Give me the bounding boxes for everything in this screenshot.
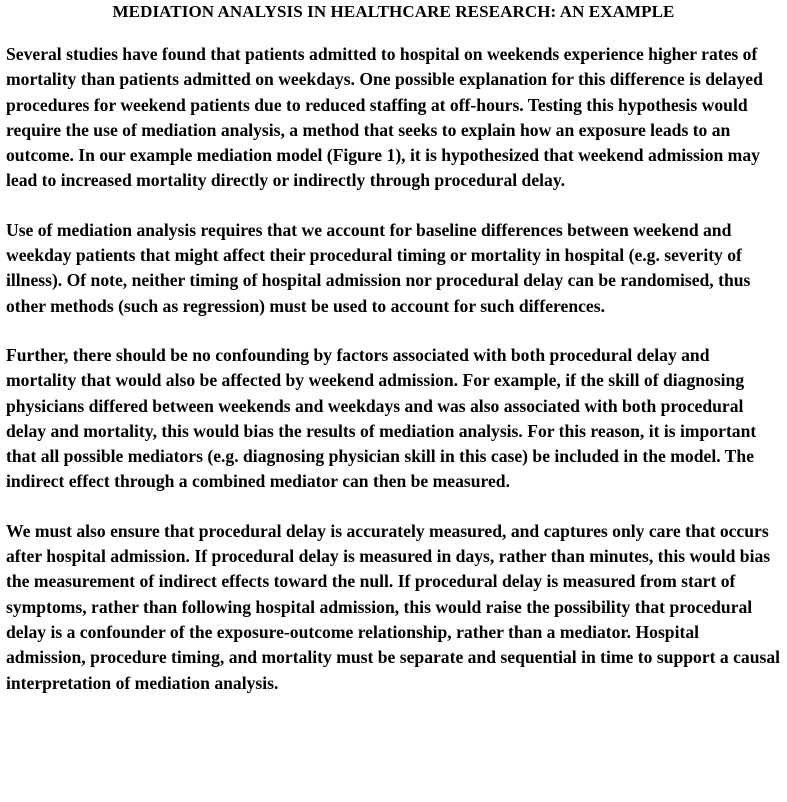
paragraph-weekend-effect: Several studies have found that patients admitted to hospital on weekends experience higher rates of mortality than patients admitted on weekdays. One possible explanation for this difference is delayed procedures for weekend patients due to reduced staffing at off-hours. Testing this hypothesis would require the use of mediation analysis, a method that seeks to explain how an exposure leads to an outcome. In our example mediation model (Figure 1), it is hypothesized that weekend admission may lead to increased mortality directly or indirectly through procedural delay.: [6, 44, 763, 191]
paragraph-confounding: Further, there should be no confounding by factors associated with both procedural delay and mortality that would also be affected by weekend admission. For example, if the skill of diagnosing physicians differed between weekends and weekdays and was also associated with both procedural delay and mortality, this would bias the results of mediation analysis. For this reason, it is important that all possible mediators (e.g. diagnosing physician skill in this case) be included in the model. The indirect effect through a combined mediator can then be measured.: [6, 344, 757, 492]
document-title: MEDIATION ANALYSIS IN HEALTHCARE RESEARCH: AN EXAMPLE: [112, 2, 675, 21]
paragraph-measurement: We must also ensure that procedural delay is accurately measured, and captures only care that occurs after hospital admission. If procedural delay is measured in days, rather than minutes, this would bias the measurement of indirect effects toward the null. If procedural delay is measured from start of symptoms, rather than following hospital admission, this would raise the possibility that procedural delay is a confounder of the exposure-outcome relationship, rather than a mediator. Hospital admission, procedure timing, and mortality must be separate and sequential in time to support a causal interpretation of mediation analysis.: [6, 520, 781, 693]
paragraph-baseline-differences: Use of mediation analysis requires that we account for baseline differences between weekend and weekday patients that might affect their procedural timing or mortality in hospital (e.g. severity of illness). Of note, neither timing of hospital admission nor procedural delay can be randomised, thus other methods (such as regression) must be used to account for such differences.: [6, 219, 751, 316]
